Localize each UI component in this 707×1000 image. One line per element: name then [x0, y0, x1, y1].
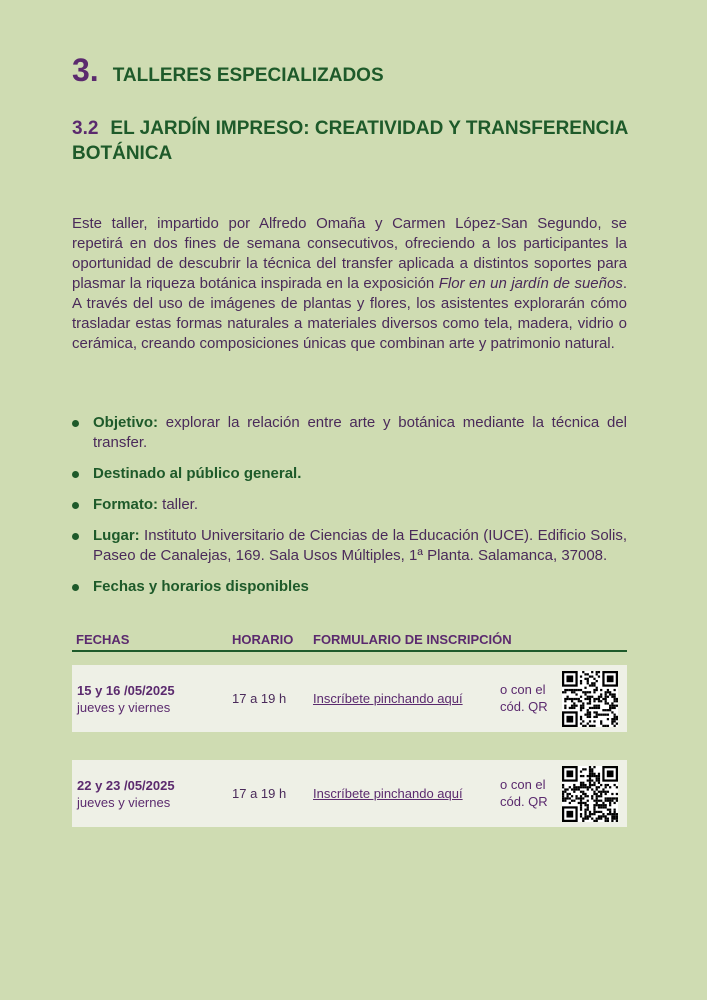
list-item-formato: [72, 495, 627, 515]
bullet-icon: [72, 471, 79, 478]
list-item-lugar: [72, 526, 627, 566]
exhibition-name: Flor en un jardín de sueños: [438, 275, 623, 292]
subsection-number: 3.2: [72, 118, 99, 139]
bullet-icon: [72, 420, 79, 427]
qr-caption-line2: cód. QR: [500, 699, 548, 714]
subsection-title: EL JARDÍN IMPRESO: CREATIVIDAD Y TRANSFERENCIA BOTÁNICA: [72, 118, 628, 164]
table-row: [72, 760, 627, 827]
table-header: [72, 631, 627, 652]
register-link[interactable]: Inscríbete pinchando aquí: [313, 786, 463, 801]
qr-code-icon[interactable]: [562, 766, 618, 822]
register-link[interactable]: Inscríbete pinchando aquí: [313, 691, 463, 706]
objetivo-text: explorar la relación entre arte y botánica mediante la técnica del transfer.: [93, 414, 627, 451]
section-heading: [72, 52, 384, 89]
date-range: 22 y 23 /05/2025: [77, 778, 175, 793]
formato-text: taller.: [158, 496, 199, 513]
row-hours: 17 a 19 h: [232, 786, 287, 801]
qr-caption-line1: o con el: [500, 682, 546, 697]
objetivo-label: Objetivo:: [93, 414, 159, 431]
formato-label: Formato:: [93, 496, 158, 513]
fechas-text: Fechas y horarios disponibles: [93, 578, 309, 595]
section-number: 3.: [72, 52, 99, 88]
details-list: [72, 413, 627, 608]
table-row: [72, 665, 627, 732]
header-formulario: FORMULARIO DE INSCRIPCIÓN: [313, 632, 512, 647]
row-date: [77, 682, 175, 716]
qr-code-icon[interactable]: [562, 671, 618, 727]
publico-text: Destinado al público general.: [93, 465, 302, 482]
list-item-publico: [72, 464, 627, 484]
intro-text-1: Este taller, impartido por Alfredo Omaña y Carmen López-San Segundo, se repetirá en dos fines de semana consecutivos, ofreciendo a los participantes la oportunidad de descubrir la técnica del transfer aplicada a distintos soportes para plasmar la riqueza botánica inspirada en la exposición: [72, 215, 627, 292]
list-item-objetivo: [72, 413, 627, 453]
intro-text-2: . A través del uso de imágenes de plantas y flores, los asistentes explorarán cómo trasladar estas formas naturales a materiales diversos como tela, madera, vidrio o cerámica, creando composiciones únicas que combinan arte y patrimonio natural.: [72, 275, 627, 352]
weekdays: jueves y viernes: [77, 700, 171, 715]
header-horario: HORARIO: [232, 632, 294, 647]
bullet-icon: [72, 533, 79, 540]
bullet-icon: [72, 584, 79, 591]
section-title: TALLERES ESPECIALIZADOS: [112, 65, 384, 86]
lugar-label: Lugar:: [93, 527, 140, 544]
qr-caption: [500, 681, 548, 715]
weekdays: jueves y viernes: [77, 795, 171, 810]
row-hours: 17 a 19 h: [232, 691, 287, 706]
subsection-heading: [72, 116, 642, 166]
list-item-fechas: [72, 577, 627, 597]
qr-caption-line1: o con el: [500, 777, 546, 792]
intro-paragraph: [72, 214, 627, 354]
lugar-text: Instituto Universitario de Ciencias de la Educación (IUCE). Edificio Solis, Paseo de Canalejas, 169. Sala Usos Múltiples, 1ª Planta. Salamanca, 37008.: [93, 527, 627, 564]
row-date: [77, 777, 175, 811]
bullet-icon: [72, 502, 79, 509]
qr-caption-line2: cód. QR: [500, 794, 548, 809]
qr-caption: [500, 776, 548, 810]
date-range: 15 y 16 /05/2025: [77, 683, 175, 698]
header-fechas: FECHAS: [76, 632, 130, 647]
